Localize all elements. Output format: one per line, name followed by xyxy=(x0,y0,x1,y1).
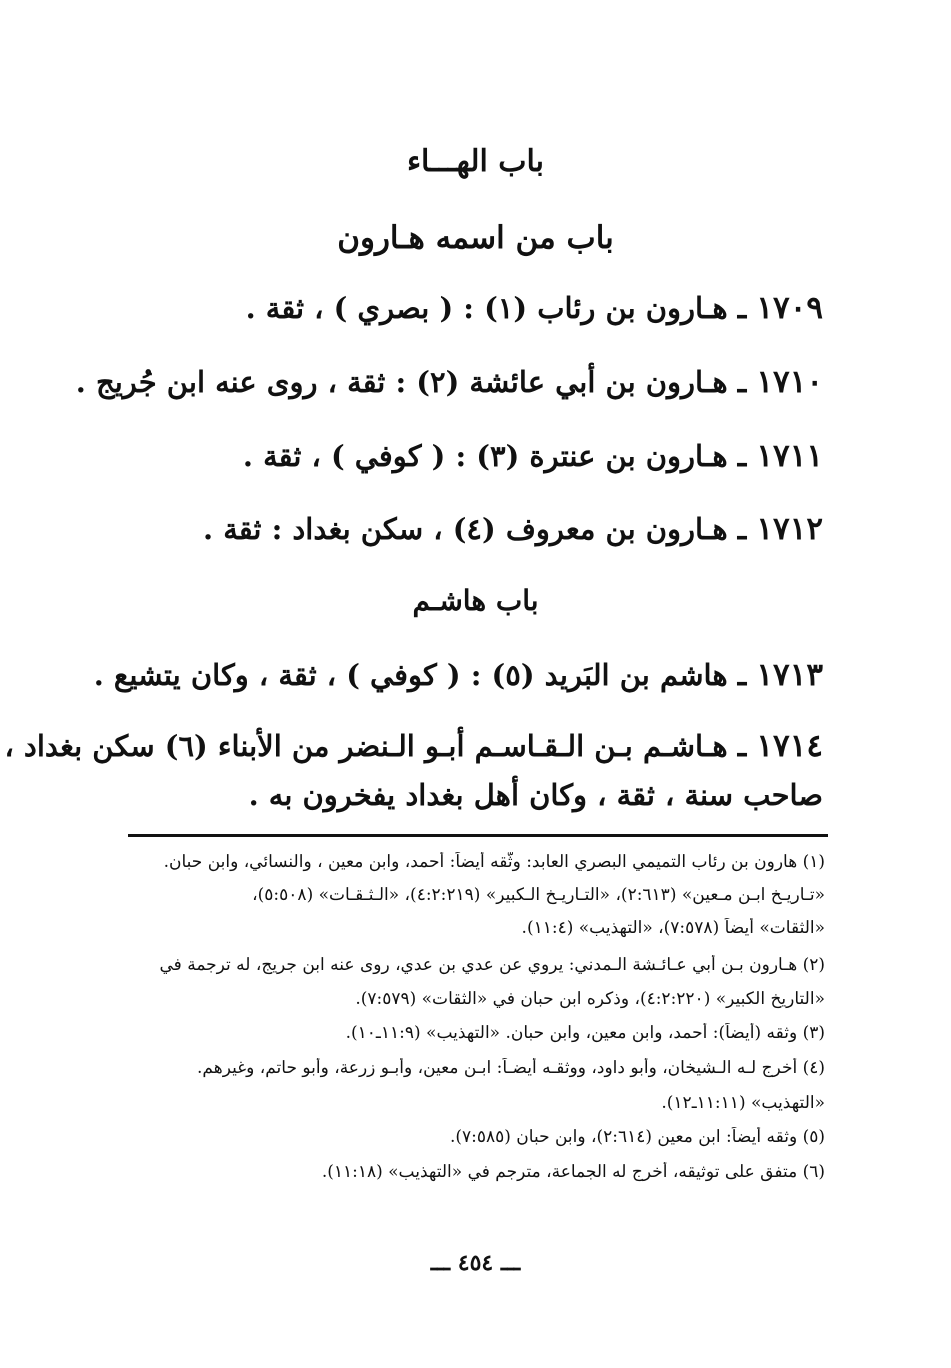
chapter-heading: باب الهـــاء xyxy=(406,144,545,179)
section-heading-harun: باب من اسمه هـارون xyxy=(337,220,614,256)
footnote-line: «الثقات» أيضاً (٧:٥٧٨)، «التهذيب» (١١:٤). xyxy=(521,918,825,938)
footnote-line: (٥) وثقه أيضاً: ابن معين (٢:٦١٤)، وابن حبان (٧:٥٨٥). xyxy=(449,1127,825,1147)
entry-1710 xyxy=(75,364,823,400)
entry-text: ـ هـارون بن رئاب (١) : ( بصري ) ، ثقة . xyxy=(245,291,747,325)
entry-number: ١٧١٢ xyxy=(756,511,823,547)
entry-number: ١٧١٠ xyxy=(756,364,823,400)
entry-1714 xyxy=(4,728,823,764)
footnote-line: (٦) متفق على توثيقه، أخرج له الجماعة، مترجم في «التهذيب» (١١:١٨). xyxy=(321,1162,825,1182)
entry-number: ١٧١٣ xyxy=(756,657,823,693)
footnote-line: «التهذيب» (١١:١١ـ١٢). xyxy=(661,1093,825,1113)
entry-number: ١٧٠٩ xyxy=(756,290,823,326)
footnote-line: (٢) هـارون بـن أبي عـائـشة الـمدني: يروي عن عدي بن عدي، روى عنه ابن جريج، له ترجمة في xyxy=(159,955,825,975)
entry-number: ١٧١٤ xyxy=(756,728,823,764)
entry-text: ـ هـارون بن أبي عائشة (٢) : ثقة ، روى عنه ابن جُريج . xyxy=(75,365,747,399)
page-number: ـــ ٤٥٤ ـــ xyxy=(430,1250,521,1276)
entry-text: ـ هـارون بن عنترة (٣) : ( كوفي ) ، ثقة . xyxy=(242,439,747,473)
entry-1713 xyxy=(93,657,823,693)
entry-text: ـ هـاشـم بـن الـقـاسـم أبـو الـنضر من الأبناء (٦) سكن بغداد ، xyxy=(4,729,747,763)
entry-text: ـ هاشم بن البَريد (٥) : ( كوفي ) ، ثقة ، وكان يتشيع . xyxy=(93,658,747,692)
entry-text: ـ هـارون بن معروف (٤) ، سكن بغداد : ثقة . xyxy=(203,512,747,546)
entry-1711 xyxy=(100,438,823,474)
footnote-line: (١) هارون بن رئاب التميمي البصري العابد: وثّقه أيضاً: أحمد، وابن معين ، والنسائي، وابن حبان. xyxy=(163,852,825,872)
entry-1712 xyxy=(100,511,823,547)
entry-1714-continuation: صاحب سنة ، ثقة ، وكان أهل بغداد يفخرون به . xyxy=(248,778,823,812)
footnote-line: (٣) وثقه (أيضاً): أحمد، وابن معين، وابن حبان. «التهذيب» (١١:٩ـ١٠). xyxy=(345,1023,825,1043)
footnote-line: «تـاريـخ ابـن مـعين» (٢:٦١٣)، «التـاريـخ الـكبير» (٤:٢:٢١٩)، «الـثـقـات» (٥:٥٠٨)، xyxy=(252,885,825,905)
footnote-line: (٤) أخرج لـه الـشيخان، وأبو داود، ووثقـه أيضـاً: ابـن معين، وأبـو زرعة، وأبو حاتم، وغيرهم. xyxy=(197,1058,825,1078)
entry-number: ١٧١١ xyxy=(756,438,823,474)
footnote-line: «التاريخ الكبير» (٤:٢:٢٢٠)، وذكره ابن حبان في «الثقات» (٧:٥٧٩). xyxy=(355,989,825,1009)
entry-1709 xyxy=(100,290,823,326)
section-heading-hashim: باب هاشـم xyxy=(412,584,539,617)
footnote-divider xyxy=(128,834,828,837)
